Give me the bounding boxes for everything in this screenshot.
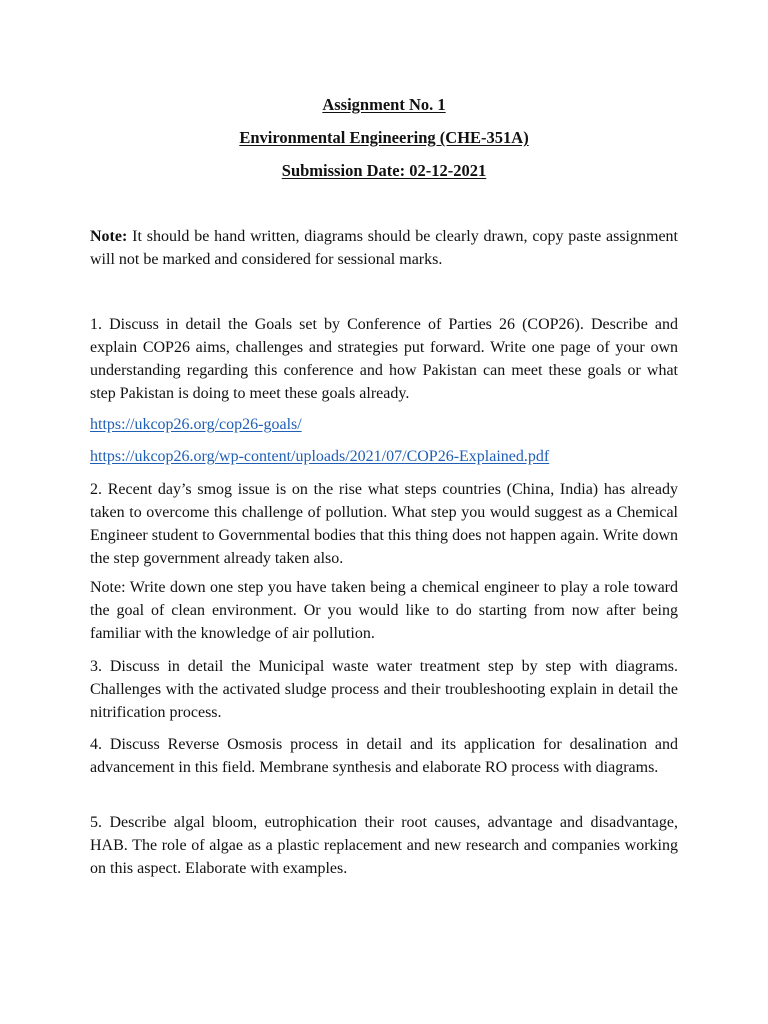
question-4: 4. Discuss Reverse Osmosis process in detail and its application for desalination and advancement in this field. Membrane synthesis and elaborate RO process with diagrams. xyxy=(90,736,678,776)
document-page xyxy=(90,0,678,1024)
link-cop26-explained[interactable]: https://ukcop26.org/wp-content/uploads/2021/07/COP26-Explained.pdf xyxy=(90,448,550,465)
link-cop26-goals[interactable]: https://ukcop26.org/cop26-goals/ xyxy=(90,416,302,433)
question-2: 2. Recent day’s smog issue is on the rise what steps countries (China, India) has already taken to overcome this challenge of pollution. What step you would suggest as a Chemical Engineer student to Governmental bodies that this thing does not happen again. Write down the step government already taken also. xyxy=(90,481,678,567)
question-3: 3. Discuss in detail the Municipal waste water treatment step by step with diagrams. Challenges with the activated sludge process and their troubleshooting explain in detail the nitrification process. xyxy=(90,658,678,721)
assignment-title: Assignment No. 1 xyxy=(322,95,446,114)
question-5: 5. Describe algal bloom, eutrophication their root causes, advantage and disadvantage, HAB. The role of algae as a plastic replacement and new research and companies working on this aspect. Elaborate with examples. xyxy=(90,814,678,877)
note-label: Note: xyxy=(90,228,128,245)
course-title: Environmental Engineering (CHE-351A) xyxy=(239,128,529,147)
submission-date: Submission Date: 02-12-2021 xyxy=(281,161,487,180)
note-text: It should be hand written, diagrams should be clearly drawn, copy paste assignment will not be marked and considered for sessional marks. xyxy=(90,228,678,268)
note-paragraph xyxy=(90,225,678,271)
note-2-paragraph: Note: Write down one step you have taken being a chemical engineer to play a role toward the goal of clean environment. Or you would like to do starting from now after being familiar with the knowledge of air pollution. xyxy=(90,579,678,642)
question-1: 1. Discuss in detail the Goals set by Conference of Parties 26 (COP26). Describe and explain COP26 aims, challenges and strategies put forward. Write one page of your own understanding regarding this conference and how Pakistan can meet these goals or what step Pakistan is doing to meet these goals already. xyxy=(90,316,678,402)
